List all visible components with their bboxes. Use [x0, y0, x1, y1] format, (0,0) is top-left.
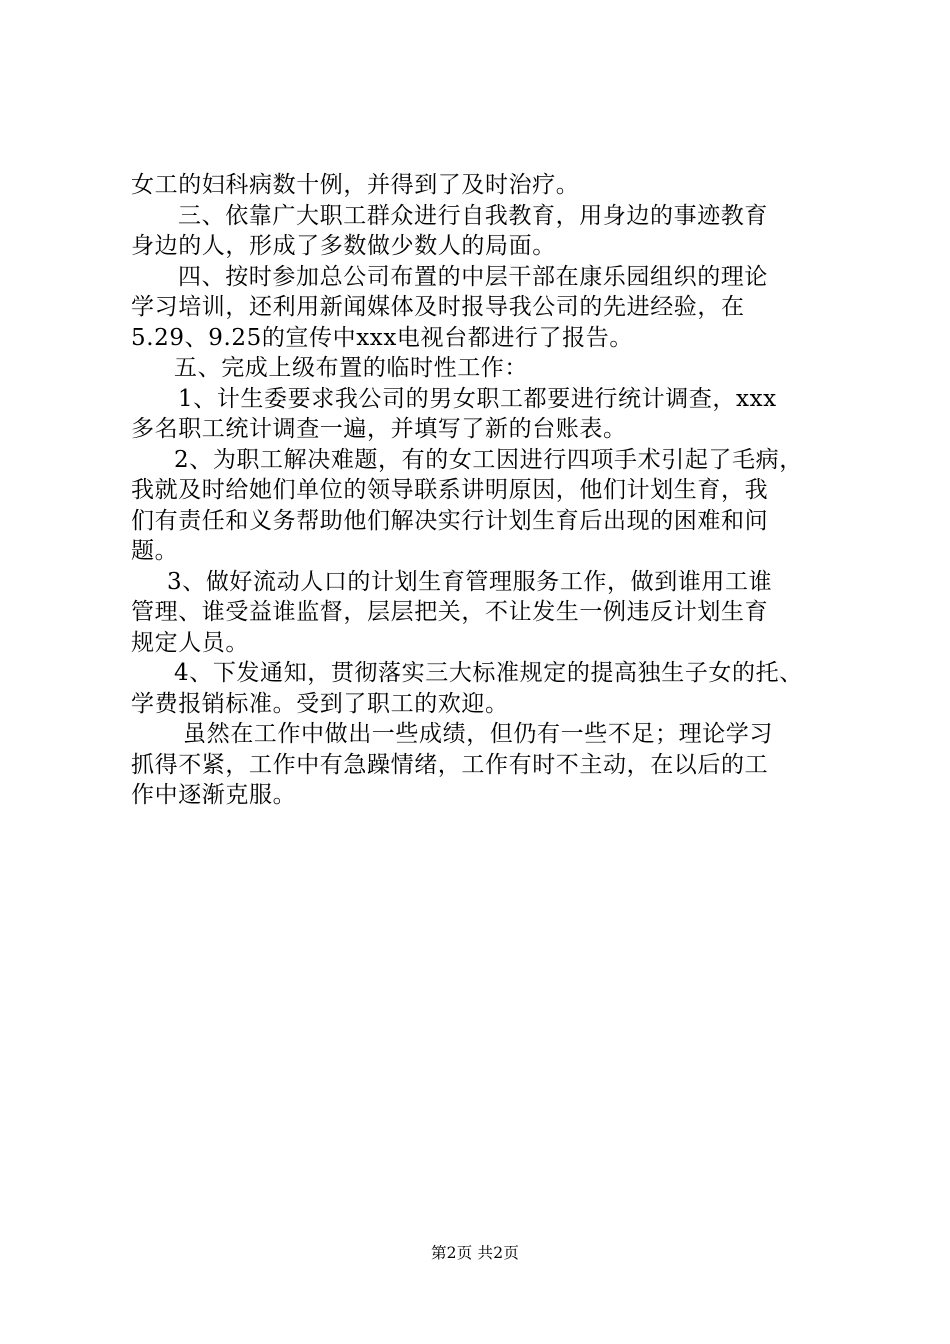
document-body — [131, 170, 837, 811]
text-line: 4、下发通知，贯彻落实三大标准规定的提高独生子女的托、 — [174, 660, 803, 686]
text-line: 1、计生委要求我公司的男女职工都要进行统计调查，xxx — [178, 385, 777, 412]
text-line: 抓得不紧，工作中有急躁情绪，工作有时不主动，在以后的工 — [131, 751, 769, 778]
text-line: 虽然在工作中做出一些成绩，但仍有一些不足；理论学习 — [183, 721, 773, 747]
text-line: 五、完成上级布置的临时性工作： — [174, 355, 528, 381]
text-line: 身边的人，形成了多数做少数人的局面。 — [131, 233, 556, 259]
text-line: 管理、谁受益谁监督，层层把关，不让发生一例违反计划生育 — [131, 599, 769, 625]
text-line: 题。 — [131, 538, 179, 564]
text-line: 3、做好流动人口的计划生育管理服务工作，做到谁用工谁 — [167, 568, 773, 595]
text-line: 女工的妇科病数十例，并得到了及时治疗。 — [131, 172, 580, 198]
text-line: 们有责任和义务帮助他们解决实行计划生育后出现的困难和问 — [131, 507, 769, 534]
text-line: 四、按时参加总公司布置的中层干部在康乐园组织的理论 — [178, 263, 768, 290]
text-line: 2、为职工解决难题，有的女工因进行四项手术引起了毛病， — [174, 446, 803, 473]
text-line: 学费报销标准。受到了职工的欢迎。 — [131, 690, 509, 717]
text-line: 我就及时给她们单位的领导联系讲明原因，他们计划生育，我 — [131, 477, 769, 503]
text-line: 5.29、9.25的宣传中xxx电视台都进行了报告。 — [131, 324, 633, 351]
text-line: 学习培训，还利用新闻媒体及时报导我公司的先进经验，在 — [131, 294, 745, 320]
page-footer: 第2页 共2页 — [430, 1244, 520, 1262]
text-line: 三、依靠广大职工群众进行自我教育，用身边的事迹教育 — [178, 202, 768, 229]
text-line: 作中逐渐克服。 — [131, 782, 297, 808]
text-line: 多名职工统计调查一遍，并填写了新的台账表。 — [131, 416, 627, 442]
text-line: 规定人员。 — [131, 629, 249, 656]
